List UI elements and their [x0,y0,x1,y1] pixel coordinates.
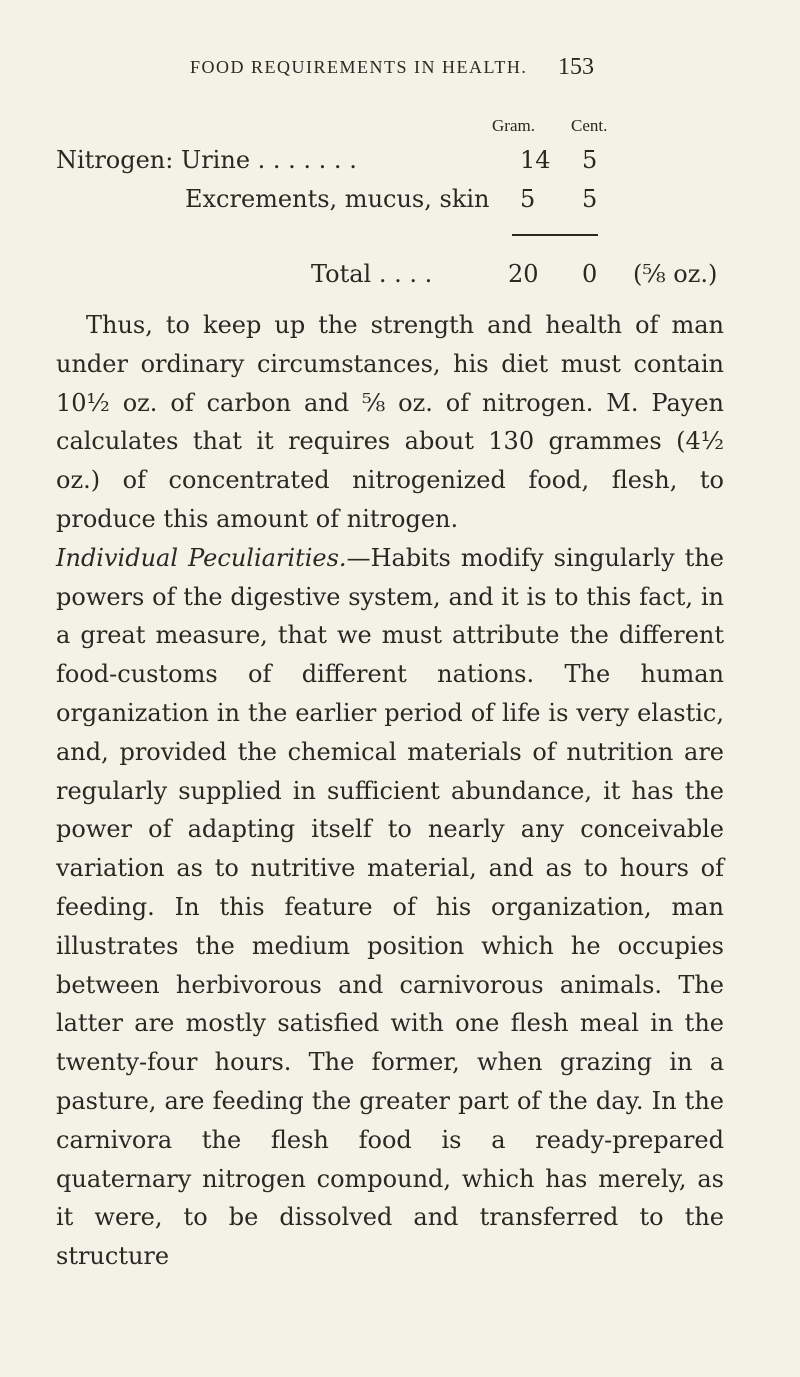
column-header-cent: Cent. [571,116,608,135]
total-cent: 0 [582,260,598,288]
running-head: FOOD REQUIREMENTS IN HEALTH. [190,57,528,77]
page-number: 153 [558,54,594,80]
row-gram: 5 [520,185,536,213]
body-text [56,306,724,1276]
row-cent: 5 [582,185,598,213]
row-gram: 14 [520,146,551,174]
section-title: Individual Peculiarities. [56,543,347,572]
total-label: Total . . . . [311,260,433,288]
total-rule [512,234,598,236]
paragraph: Thus, to keep up the strength and health of man under ordinary circumstances, his diet must contain 10½ oz. of carbon and ⅝ oz. of nitrogen. M. Payen calculates that it requires about 130 grammes (4½ oz.) of concentrated nitrogenized food, flesh, to produce this amount of nitrogen. [56,311,724,533]
column-header-gram: Gram. [492,116,535,135]
total-gram: 20 [508,260,539,288]
paragraph-text: —Habits modify singularly the powers of the digestive system, and it is to this fact, in a great measure, that we must attribute the different food-customs of different nations. The human organization in the earlier period of life is very elastic, and, provided the chemical materials of nutrition are regularly supplied in sufficient abundance, it has the power of adapting itself to nearly any conceivable variation as to nutritive material, and as to hours of feeding. In this feature of his organization, man illustrates the medium position which he occupies between herbivorous and carnivorous animals. The latter are mostly satisfied with one flesh meal in the twenty-four hours. The former, when grazing in a pasture, are feeding the greater part of the day. In the carnivora the flesh food is a ready-prepared quaternary nitrogen compound, which has merely, as it were, to be dissolved and transferred to the structure [56,543,725,1271]
row-label: Excrements, mucus, skin [185,185,490,213]
row-label: Nitrogen: Urine . . . . . . . [56,146,357,174]
total-ounces: (⅝ oz.) [633,260,718,288]
paragraph [56,539,724,1276]
row-cent: 5 [582,146,598,174]
